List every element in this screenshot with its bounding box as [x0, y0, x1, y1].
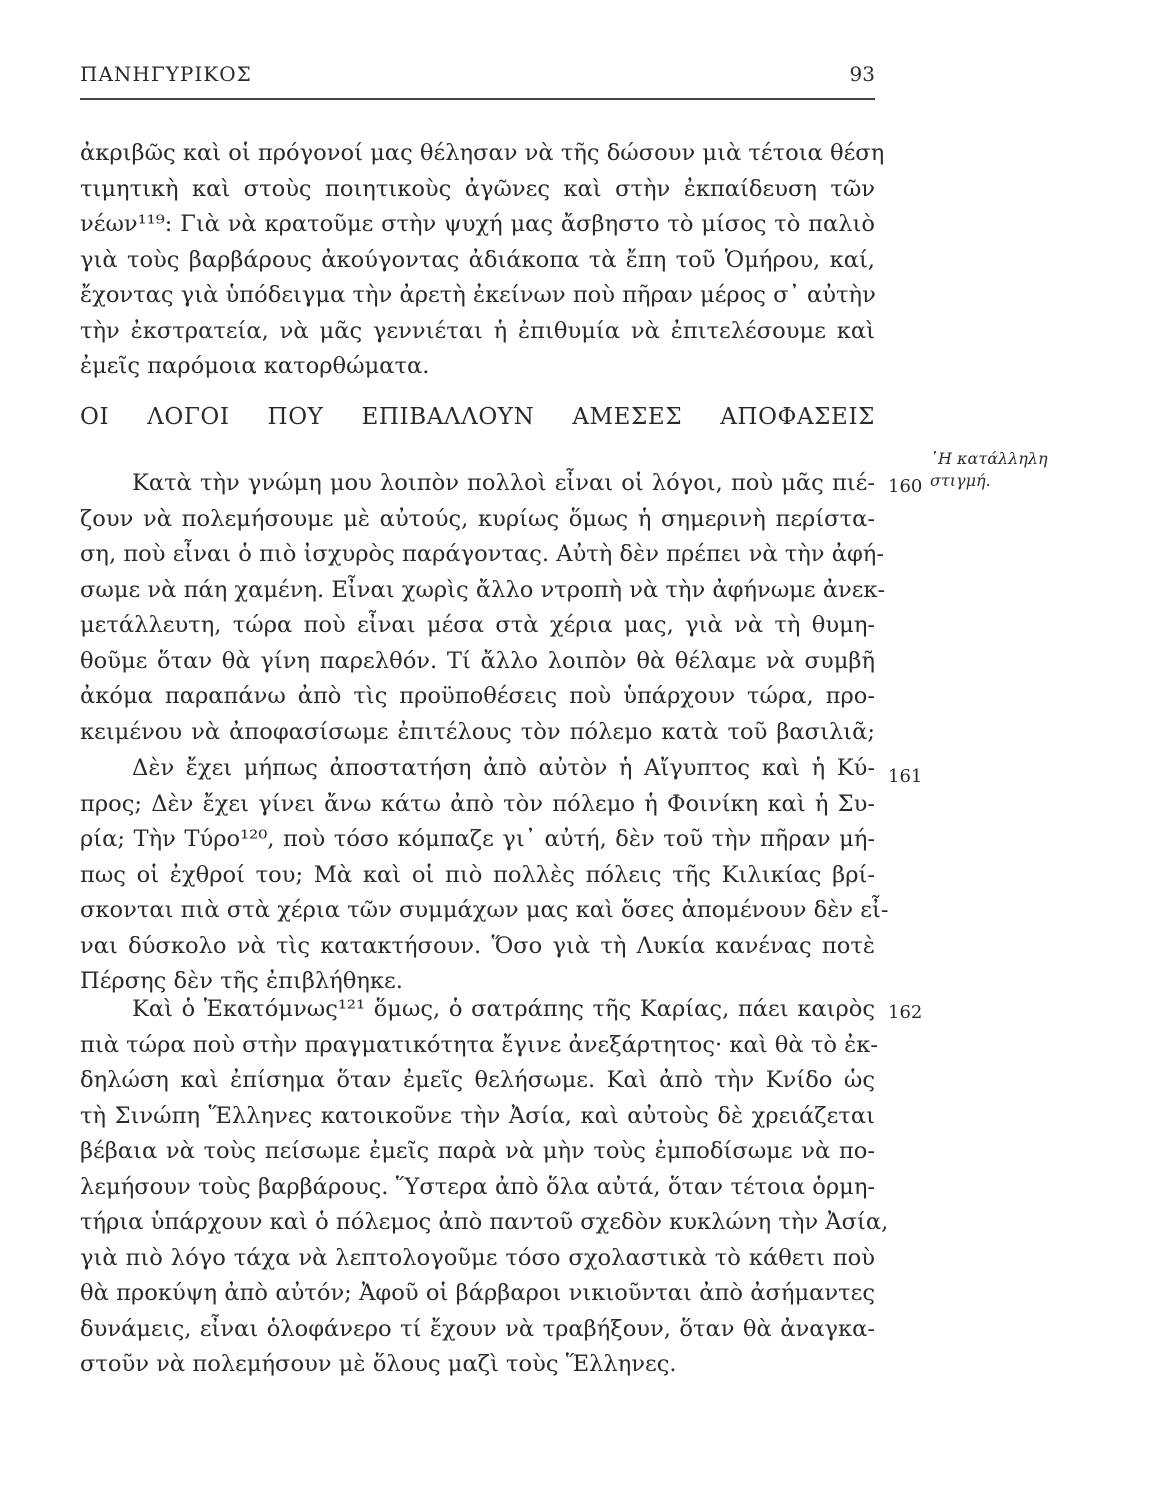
section-heading: ΟΙ ΛΟΓΟΙ ΠΟΥ ΕΠΙΒΑΛΛΟΥΝ ΑΜΕΣΕΣ ΑΠΟΦΑΣΕΙΣ	[80, 404, 875, 430]
text-line: κειμένου νὰ ἀποφασίσωμε ἐπιτέλους τὸν πόλεμο κατὰ τοῦ βασιλιᾶ;	[80, 718, 875, 745]
text-line: γιὰ πιὸ λόγο τάχα νὰ λεπτολογοῦμε τόσο σχολαστικὰ τὸ κάθετι ποὺ	[80, 1244, 875, 1271]
running-title: ΠΑΝΗΓΥΡΙΚΟΣ	[80, 62, 252, 86]
paragraph-161	[80, 751, 889, 1000]
text-line: ση, ποὺ εἶναι ὁ πιὸ ἰσχυρὸς παράγοντας. Αὐτὴ δὲν πρέπει νὰ τὴν ἀφή-	[80, 541, 884, 567]
text-line: δηλώση καὶ ἐπίσημα ὅταν ἐμεῖς θελήσωμε. Καὶ ἀπὸ τὴν Κνίδο ὡς	[80, 1067, 875, 1093]
running-header	[80, 62, 875, 90]
margin-note-line: στιγμή.	[930, 471, 991, 490]
text-line: Δὲν ἔχει μήπως ἀποστατήση ἀπὸ αὐτὸν ἡ Αἴγυπτος καὶ ἡ Κύ-	[132, 755, 875, 781]
text-line: τὴ Σινώπη Ἕλληνες κατοικοῦνε τὴν Ἀσία, καὶ αὐτοὺς δὲ χρειάζεται	[80, 1102, 875, 1129]
text-line: ἀκόμα παραπάνω ἀπὸ τὶς προϋποθέσεις ποὺ ὑπάρχουν τώρα, προ-	[80, 683, 875, 709]
text-line: τήρια ὑπάρχουν καὶ ὁ πόλεμος ἀπὸ παντοῦ σχεδὸν κυκλώνη τὴν Ἀσία,	[80, 1209, 889, 1235]
text-line: δυνάμεις, εἶναι ὁλοφάνερο τί ἔχουν νὰ τραβήξουν, ὅταν θὰ ἀναγκα-	[80, 1315, 875, 1342]
text-line: ναι δύσκολο νὰ τὶς κατακτήσουν. Ὅσο γιὰ τὴ Λυκία κανένας ποτὲ	[80, 932, 875, 959]
text-line: προς; Δὲν ἔχει γίνει ἄνω κάτω ἀπὸ τὸν πόλεμο ἡ Φοινίκη καὶ ἡ Συ-	[80, 790, 875, 817]
text-line: ρία; Τὴν Τύρο¹²⁰, ποὺ τόσο κόμπαζε γι᾽ αὐτή, δὲν τοῦ τὴν πῆραν μή-	[80, 826, 875, 852]
text-line: σωμε νὰ πάη χαμένη. Εἶναι χωρὶς ἄλλο ντροπὴ νὰ τὴν ἀφήνωμε ἀνεκ-	[80, 576, 886, 603]
header-rule	[80, 98, 875, 100]
text-line: Καὶ ὁ Ἑκατόμνως¹²¹ ὅμως, ὁ σατράπης τῆς Καρίας, πάει καιρὸς	[132, 996, 875, 1022]
text-line: μετάλλευτη, τώρα ποὺ εἶναι μέσα στὰ χέρια μας, γιὰ νὰ τὴ θυμη-	[80, 612, 875, 638]
text-line: ἀκριβῶς καὶ οἱ πρόγονοί μας θέλησαν νὰ τῆς δώσουν μιὰ τέτοια θέση	[80, 140, 885, 166]
paragraph-162	[80, 992, 889, 1383]
text-line: ἔχοντας γιὰ ὑπόδειγμα τὴν ἀρετὴ ἐκείνων ποὺ πῆραν μέρος σ᾽ αὐτὴν	[80, 282, 876, 308]
margin-note	[930, 448, 1080, 492]
section-number-160: 160	[888, 476, 923, 497]
text-line: Πέρσης δὲν τῆς ἐπιβλήθηκε.	[80, 968, 403, 994]
text-line: βέβαια νὰ τοὺς πείσωμε ἐμεῖς παρὰ νὰ μὴν τοὺς ἐμποδίσωμε νὰ πο-	[80, 1138, 875, 1164]
text-line: λεμήσουν τοὺς βαρβάρους. Ὕστερα ἀπὸ ὅλα αὐτά, ὅταν τέτοια ὁρμη-	[80, 1173, 875, 1200]
section-number-161: 161	[888, 766, 923, 787]
text-line: τὴν ἐκστρατεία, νὰ μᾶς γεννιέται ἡ ἐπιθυμία νὰ ἐπιτελέσουμε καὶ	[80, 317, 875, 344]
text-line: θοῦμε ὅταν θὰ γίνη παρελθόν. Τί ἄλλο λοιπὸν θὰ θέλαμε νὰ συμβῆ	[80, 647, 875, 674]
paragraph-160	[80, 466, 886, 750]
text-line: πως οἱ ἐχθροί του; Μὰ καὶ οἱ πιὸ πολλὲς πόλεις τῆς Κιλικίας βρί-	[80, 861, 875, 888]
text-line: γιὰ τοὺς βαρβάρους ἀκούγοντας ἀδιάκοπα τὰ ἔπη τοῦ Ὁμήρου, καί,	[80, 246, 875, 273]
text-line: ἐμεῖς παρόμοια κατορθώματα.	[80, 353, 430, 379]
text-line: ζουν νὰ πολεμήσουμε μὲ αὐτούς, κυρίως ὅμως ἡ σημερινὴ περίστα-	[80, 505, 875, 532]
text-line: Κατὰ τὴν γνώμη μου λοιπὸν πολλοὶ εἶναι οἱ λόγοι, ποὺ μᾶς πιέ-	[132, 470, 875, 496]
text-line: στοῦν νὰ πολεμήσουν μὲ ὅλους μαζὶ τοὺς Ἕλληνες.	[80, 1351, 677, 1377]
section-number-162: 162	[888, 1002, 923, 1023]
page-number: 93	[849, 62, 875, 86]
text-line: νέων¹¹⁹: Γιὰ νὰ κρατοῦμε στὴν ψυχή μας ἄσβηστο τὸ μίσος τὸ παλιὸ	[80, 211, 875, 237]
paragraph-continuation	[80, 136, 885, 385]
margin-note-line: ῾Η κατάλληλη	[930, 449, 1048, 468]
text-line: σκονται πιὰ στὰ χέρια τῶν συμμάχων μας καὶ ὅσες ἀπομένουν δὲν εἶ-	[80, 897, 889, 923]
text-line: πιὰ τώρα ποὺ στὴν πραγματικότητα ἔγινε ἀνεξάρτητος· καὶ θὰ τὸ ἐκ-	[80, 1031, 878, 1058]
text-line: τιμητικὴ καὶ στοὺς ποιητικοὺς ἀγῶνες καὶ στὴν ἐκπαίδευση τῶν	[80, 175, 875, 202]
text-line: θὰ προκύψη ἀπὸ αὐτόν; Ἀφοῦ οἱ βάρβαροι νικιοῦνται ἀπὸ ἀσήμαντες	[80, 1280, 875, 1306]
